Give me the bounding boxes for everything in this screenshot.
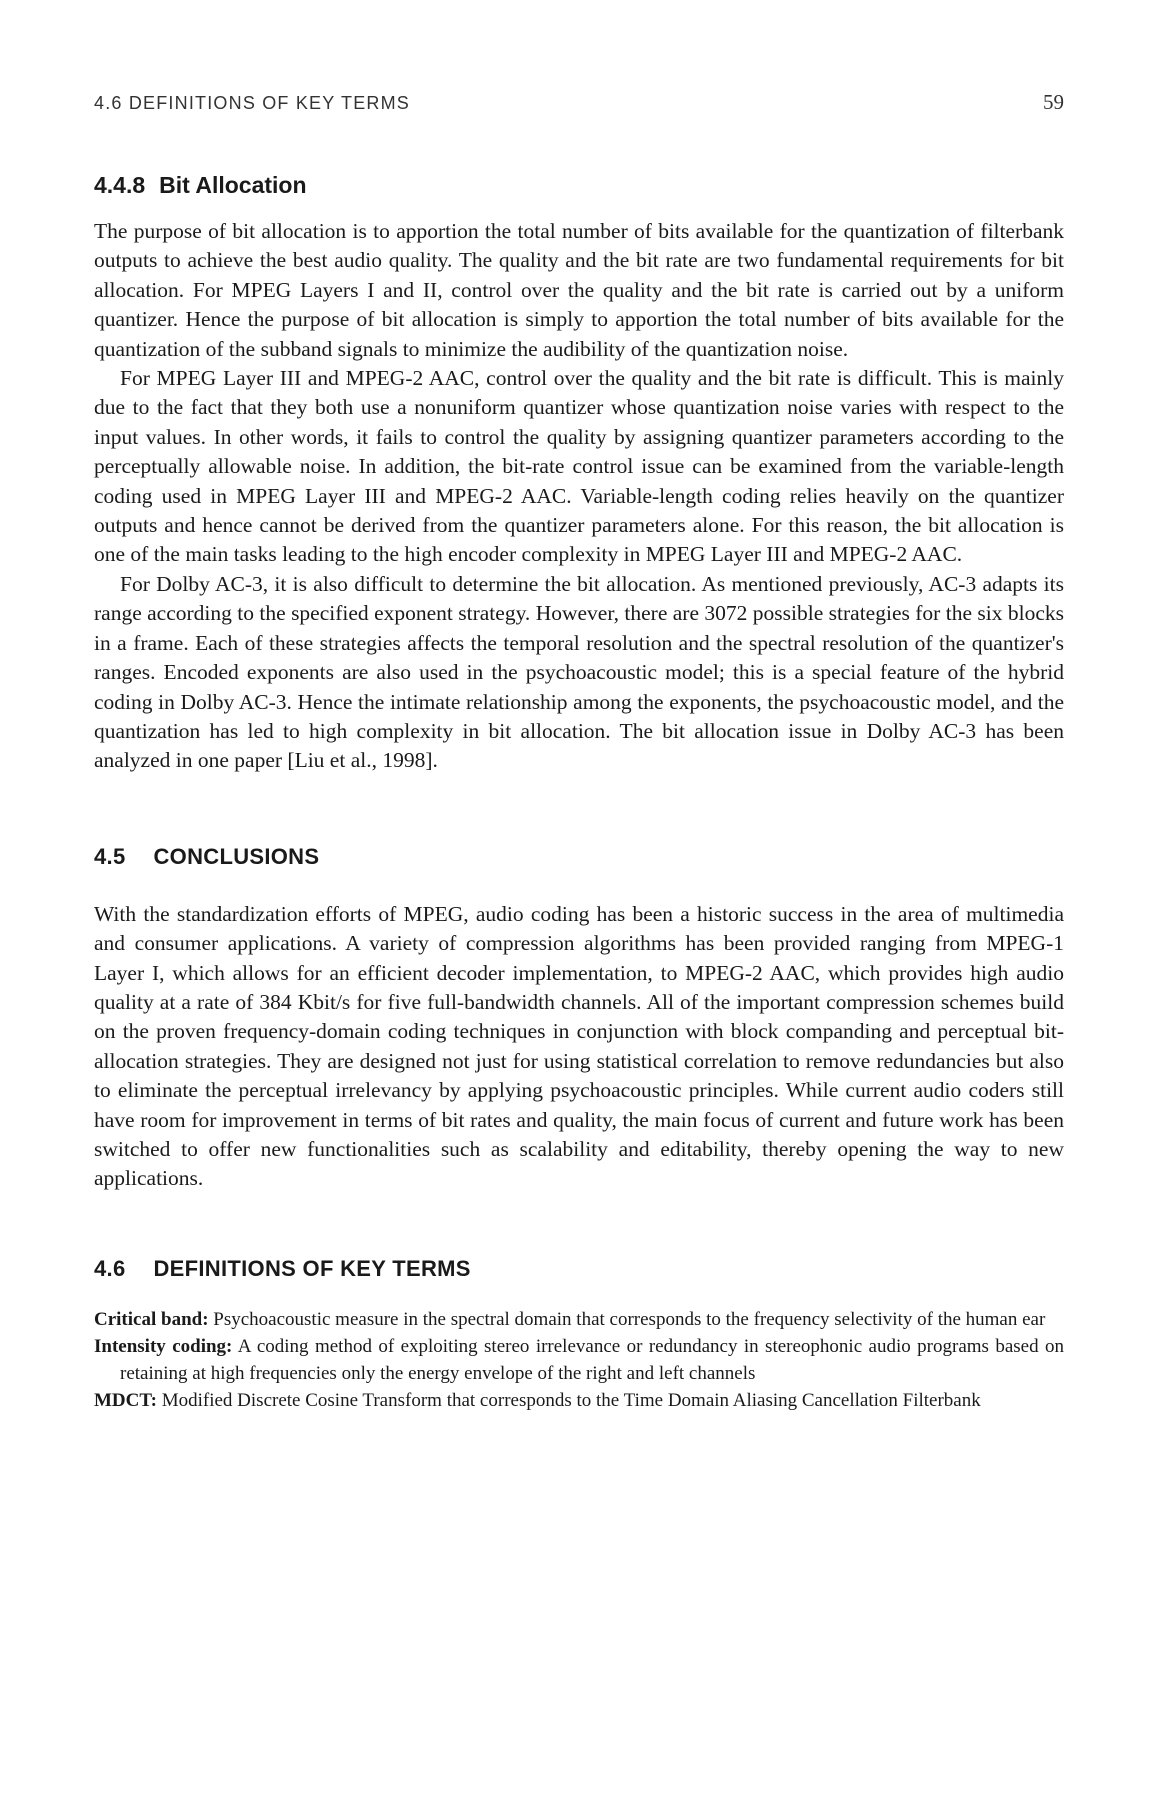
conclusions-number: 4.5 <box>94 843 126 869</box>
running-head-title: 4.6 DEFINITIONS OF KEY TERMS <box>94 93 410 113</box>
definition-text: Psychoacoustic measure in the spectral domain that corresponds to the frequency selectivity of the human ear <box>213 1308 1046 1330</box>
bit-allocation-paragraph-3: For Dolby AC-3, it is also difficult to determine the bit allocation. As mentioned previously, AC-3 adapts its range according to the specified exponent strategy. However, there are 3072 possible strategies for the six blocks in a frame. Each of these strategies affects the temporal resolution and the spectral resolution of the quantizer's ranges. Encoded exponents are also used in the psychoacoustic model; this is a special feature of the hybrid coding in Dolby AC-3. Hence the intimate relationship among the exponents, the psychoacoustic model, and the quantization has led to high complexity in bit allocation. The bit allocation issue in Dolby AC-3 has been analyzed in one paper [Liu et al., 1998]. <box>94 571 1064 773</box>
definition-entry <box>94 1333 1064 1387</box>
definition-entry <box>94 1387 1064 1414</box>
conclusions-paragraph: With the standardization efforts of MPEG, audio coding has been a historic success in the area of multimedia and consumer applications. A variety of compression algorithms has been provided ranging from MPEG-1 Layer I, which allows for an efficient decoder implementation, to MPEG-2 AAC, which provides high audio quality at a rate of 384 Kbit/s for five full-bandwidth channels. All of the important compression schemes build on the proven frequency-domain coding techniques in conjunction with block companding and perceptual bit-allocation strategies. They are designed not just for using statistical correlation to remove redundancies but also to eliminate the perceptual irrelevancy by applying psychoacoustic principles. While current audio coders still have room for improvement in terms of bit rates and quality, the main focus of current and future work has been switched to offer new functionalities such as scalability and editability, thereby opening the way to new applications. <box>94 901 1064 1191</box>
definition-list <box>94 1306 1064 1414</box>
conclusions-title: CONCLUSIONS <box>153 843 320 869</box>
bit-allocation-paragraph-2: For MPEG Layer III and MPEG-2 AAC, control over the quality and the bit rate is difficult. This is mainly due to the fact that they both use a nonuniform quantizer whose quantization noise varies with respect to the input values. In other words, it fails to control the quality by assigning quantizer parameters according to the perceptually allowable noise. In addition, the bit-rate control issue can be examined from the variable-length coding used in MPEG Layer III and MPEG-2 AAC. Variable-length coding relies heavily on the quantizer outputs and hence cannot be derived from the quantizer parameters alone. For this reason, the bit allocation is one of the main tasks leading to the high encoder complexity in MPEG Layer III and MPEG-2 AAC. <box>94 366 1064 567</box>
running-head <box>94 90 1064 115</box>
subsection-title: Bit Allocation <box>159 172 307 198</box>
subsection-heading <box>94 172 1064 199</box>
definition-term: MDCT: <box>94 1389 157 1411</box>
subsection-number: 4.4.8 <box>94 172 146 198</box>
definitions-number: 4.6 <box>94 1255 126 1281</box>
definition-term: Critical band: <box>94 1308 209 1330</box>
spacer <box>94 776 1064 844</box>
bit-allocation-paragraph-1: The purpose of bit allocation is to apportion the total number of bits available for the quantization of filterbank outputs to achieve the best audio quality. The quality and the bit rate are two fundamental requirements for bit allocation. For MPEG Layers I and II, control over the quality and the bit rate is carried out by a uniform quantizer. Hence the purpose of bit allocation is simply to apportion the total number of bits available for the quantization of the subband signals to minimize the audibility of the quantization noise. <box>94 219 1064 361</box>
definition-text: A coding method of exploiting stereo irrelevance or redundancy in stereophonic audio programs based on retaining at high frequencies only the energy envelope of the right and left channels <box>120 1335 1065 1384</box>
spacer <box>94 1282 1064 1306</box>
spacer <box>94 870 1064 900</box>
spacer <box>94 1194 1064 1256</box>
definition-entry <box>94 1306 1064 1333</box>
page-number: 59 <box>1043 90 1064 114</box>
definitions-title: DEFINITIONS OF KEY TERMS <box>153 1255 471 1281</box>
conclusions-heading <box>94 844 1064 870</box>
page-content <box>94 172 1064 1414</box>
definition-term: Intensity coding: <box>94 1335 233 1357</box>
definitions-heading <box>94 1256 1064 1282</box>
definition-text: Modified Discrete Cosine Transform that corresponds to the Time Domain Aliasing Cancellation Filterbank <box>161 1389 981 1411</box>
